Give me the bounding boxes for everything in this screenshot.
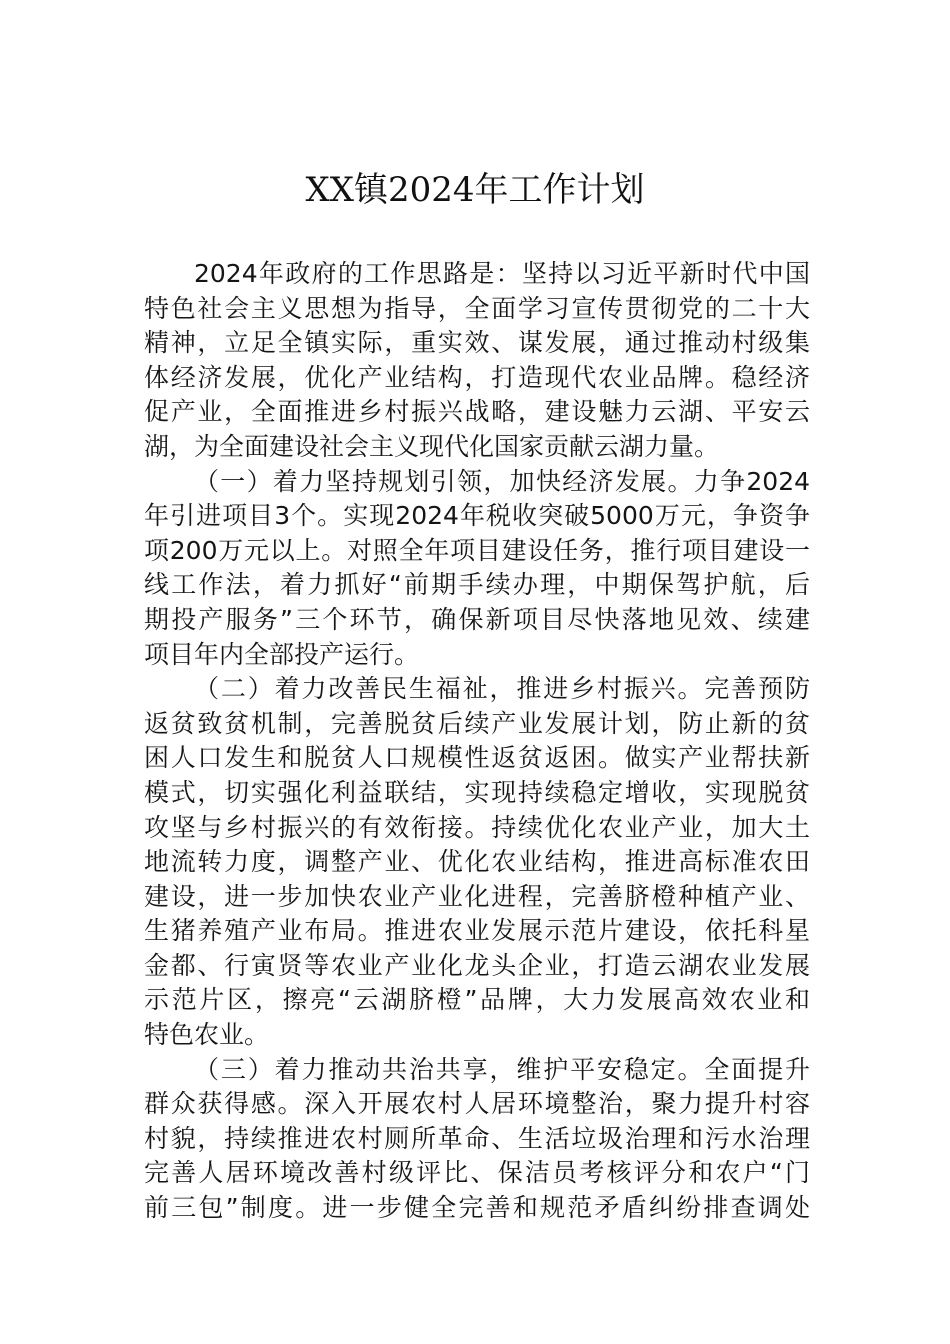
text-line: 生猪养殖产业布局。推进农业发展示范片建设，依托科星: [144, 916, 810, 946]
text-line: 湖，为全面建设社会主义现代化国家贡献云湖力量。: [144, 431, 720, 461]
text-line: 返贫致贫机制，完善脱贫后续产业发展计划，防止新的贫: [144, 708, 810, 738]
text-line: 金都、行寅贤等农业产业化龙头企业，打造云湖农业发展: [144, 950, 810, 980]
text-line: 特色农业。: [144, 1020, 270, 1050]
text-line: 体经济发展，优化产业结构，打造现代农业品牌。稳经济: [144, 362, 810, 392]
text-line: 特色社会主义思想为指导，全面学习宣传贯彻党的二十大: [144, 293, 810, 323]
text-line: 困人口发生和脱贫人口规模性返贫返困。做实产业帮扶新: [144, 743, 810, 773]
text-line: 项200万元以上。对照全年项目建设任务，推行项目建设一: [144, 535, 810, 565]
text-line: 项目年内全部投产运行。: [144, 639, 420, 669]
text-line: 促产业，全面推进乡村振兴战略，建设魅力云湖、平安云: [144, 397, 810, 427]
text-line: 2024年政府的工作思路是：坚持以习近平新时代中国: [194, 259, 810, 288]
text-line: 模式，切实强化利益联结，实现持续稳定增收，实现脱贫: [144, 777, 810, 807]
text-line: 地流转力度，调整产业、优化农业结构，推进高标准农田: [144, 847, 810, 877]
text-line: 建设，进一步加快农业产业化进程，完善脐橙种植产业、: [144, 881, 810, 911]
text-line: 村貌，持续推进农村厕所革命、生活垃圾治理和污水治理: [144, 1123, 810, 1153]
text-line: 攻坚与乡村振兴的有效衔接。持续优化农业产业，加大土: [144, 812, 810, 842]
text-line: （三）着力推动共治共享，维护平安稳定。全面提升: [194, 1054, 810, 1084]
text-line: 期投产服务”三个环节，确保新项目尽快落地见效、续建: [144, 604, 810, 634]
document-body: [144, 257, 810, 1226]
text-line: 完善人居环境改善村级评比、保洁员考核评分和农户“门: [144, 1158, 810, 1188]
text-line: 年引进项目3个。实现2024年税收突破5000万元，争资争: [144, 501, 810, 531]
text-line: 线工作法，着力抓好“前期手续办理，中期保驾护航，后: [144, 570, 810, 600]
text-line: 前三包”制度。进一步健全完善和规范矛盾纠纷排查调处: [144, 1193, 810, 1223]
text-line: 精神，立足全镇实际，重实效、谋发展，通过推动村级集: [144, 328, 810, 358]
document-title: XX镇2024年工作计划: [305, 170, 645, 210]
text-line: 示范片区，擦亮“云湖脐橙”品牌，大力发展高效农业和: [144, 985, 810, 1015]
text-line: （二）着力改善民生福祉，推进乡村振兴。完善预防: [194, 674, 810, 704]
text-line: 群众获得感。深入开展农村人居环境整治，聚力提升村容: [144, 1089, 810, 1119]
text-line: （一）着力坚持规划引领，加快经济发展。力争2024: [194, 466, 810, 496]
